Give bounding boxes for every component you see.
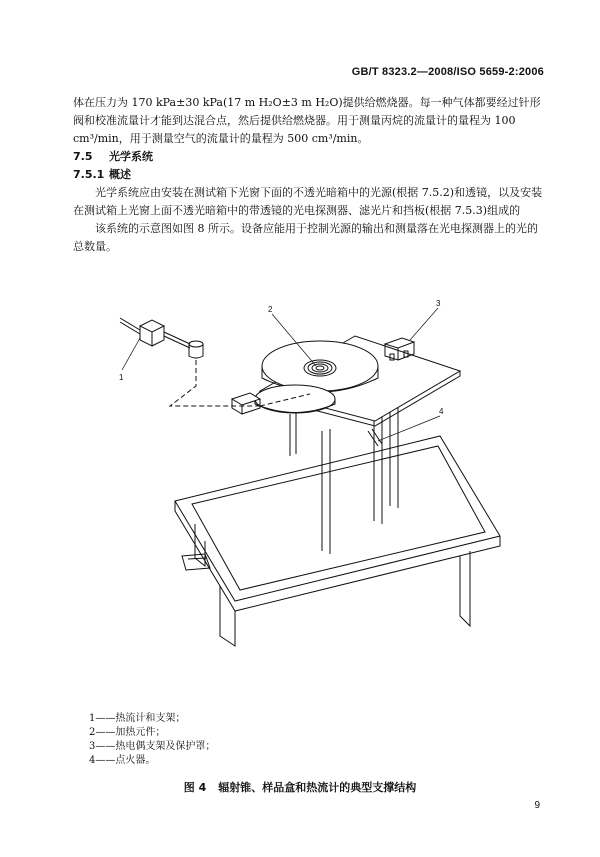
subsection-number: 7.5.1: [73, 168, 105, 181]
ignitor: [368, 429, 382, 446]
base-frame: [175, 436, 500, 646]
figure-caption: [0, 779, 600, 795]
section-title: 光学系统: [109, 150, 153, 163]
subsection-title: 概述: [109, 168, 131, 181]
mount-bracket: [232, 393, 260, 414]
subsection-heading: [73, 166, 547, 184]
section-number: 7.5: [73, 150, 93, 163]
support-structure-figure: [110, 296, 510, 676]
section-heading: [73, 148, 547, 166]
main-text: [73, 94, 547, 256]
legend-item-3: 3——热电偶支架及保护罩；: [89, 741, 216, 752]
figure-caption-label: 图 4: [183, 781, 207, 794]
callout-1: 1: [119, 373, 124, 382]
paragraph-schematic: 该系统的示意图如图 8 所示。设备应能用于控制光源的输出和测量落在光电探测器上的光的总数量。: [73, 222, 538, 253]
legend-item-2: 2——加热元件；: [89, 727, 166, 738]
callout-4: 4: [439, 407, 444, 416]
figure-legend: [89, 712, 215, 768]
paragraph-optical-system: 光学系统应由安装在测试箱下光窗下面的不透光暗箱中的光源(根据 7.5.2)和透镜，以及安装在测试箱上光窗上面不透光暗箱中的带透镜的光电探测器、滤光片和挡板(根据 7.5.3)组成的: [73, 186, 543, 217]
callout-3: 3: [436, 299, 441, 308]
figure-caption-text: 辐射锥、样品盒和热流计的典型支撑结构: [218, 781, 417, 794]
legend-item-4: 4——点火器。: [89, 755, 156, 766]
page-number: 9: [534, 800, 540, 811]
legend-item-1: 1——热流计和支架；: [89, 713, 186, 724]
paragraph-gas-supply: 体在压力为 170 kPa±30 kPa(17 m H₂O±3 m H₂O)提供给燃烧器。每一种气体都要经过针形阀和校准流量计才能到达混合点，然后提供给燃烧器。用于测量丙烷的流量计的量程为 100 cm³/min，用于测量空气的流量计的量程为 500 cm³/min。: [73, 96, 541, 145]
callout-2: 2: [268, 305, 273, 314]
standard-header: GB/T 8323.2—2008/ISO 5659-2:2006: [351, 66, 544, 78]
